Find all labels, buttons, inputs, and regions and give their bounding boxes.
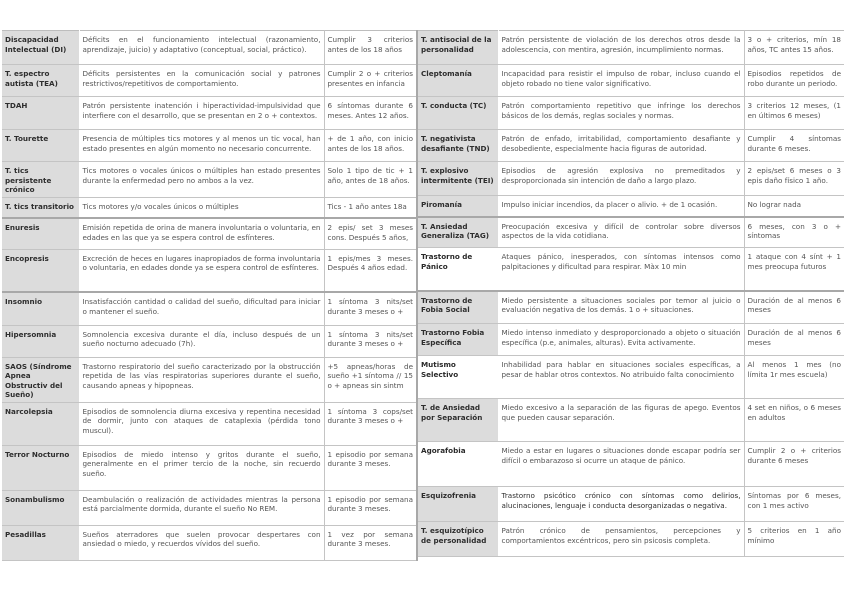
disorder-criteria: Síntomas por 6 meses, con 1 mes activo	[744, 487, 844, 522]
disorder-name: Terror Nocturno	[2, 445, 79, 490]
disorder-name: Insomnio	[2, 292, 79, 325]
disorder-name: Agorafobia	[418, 442, 498, 487]
table-row	[2, 31, 417, 65]
table-row	[2, 525, 417, 560]
table-row	[418, 31, 844, 65]
disorder-name: T. explosivo intermitente (TEI)	[418, 162, 498, 196]
table-row	[418, 399, 844, 442]
disorder-name: Trastorno Fobia Específica	[418, 324, 498, 356]
disorder-criteria: 1 síntoma 3 nits/set durante 3 meses o +	[324, 292, 417, 325]
table-row	[2, 130, 417, 162]
disorder-criteria: 1 síntoma 3 nits/set durante 3 meses o +	[324, 325, 417, 357]
disorder-name: Discapacidad Intelectual (DI)	[2, 31, 79, 65]
disorder-name: Cleptomanía	[418, 65, 498, 97]
table-row	[418, 442, 844, 487]
disorder-criteria: Duración de al menos 6 meses	[744, 291, 844, 324]
disorder-name: Hipersomnia	[2, 325, 79, 357]
disorder-description: Trastorno respiratorio del sueño caracterizado por la obstrucción repetida de las vías respiratorias superiores durante el sueño, causando apneas y hipopneas.	[79, 357, 324, 402]
disorder-criteria: Solo 1 tipo de tic + 1 año, antes de 18 años.	[324, 162, 417, 198]
disorder-criteria: Cumplir 2 o + criterios presentes en infancia	[324, 65, 417, 97]
disorder-name: T. tics persistente crónico	[2, 162, 79, 198]
disorder-criteria: Tics - 1 año antes 18a	[324, 197, 417, 218]
disorder-description: Preocupación excesiva y difícil de controlar sobre diversos aspectos de la vida cotidiana.	[498, 217, 744, 248]
disorder-description: Ataques pánico, inesperados, con síntomas intensos como palpitaciones y dificultad para respirar. Màx 10 min	[498, 248, 744, 291]
disorder-name: Narcolepsia	[2, 402, 79, 445]
table-row	[418, 356, 844, 399]
table-row	[418, 65, 844, 97]
table-row	[418, 97, 844, 130]
disorder-criteria: 1 episodio por semana durante 3 meses.	[324, 445, 417, 490]
disorder-criteria: 1 episodio por semana durante 3 meses.	[324, 490, 417, 525]
disorder-criteria: Cumplir 4 síntomas durante 6 meses.	[744, 130, 844, 162]
disorder-description: Patrón crónico de pensamientos, percepciones y comportamientos excéntricos, pero sin psicosis completa.	[498, 522, 744, 557]
disorder-criteria: 1 vez por semana durante 3 meses.	[324, 525, 417, 560]
disorder-criteria: 1 epis/mes 3 meses. Después 4 años edad.	[324, 249, 417, 292]
disorder-description: Miedo a estar en lugares o situaciones donde escapar podría ser difícil o embarazoso si ocurre un ataque de pánico.	[498, 442, 744, 487]
table-row	[418, 217, 844, 248]
disorder-name: Trastorno de Fobia Social	[418, 291, 498, 324]
table-row	[2, 325, 417, 357]
disorder-criteria: +5 apneas/horas de sueño +1 síntoma // 15 o + apneas sin sintm	[324, 357, 417, 402]
table-row	[2, 249, 417, 292]
table-row	[2, 445, 417, 490]
disorder-criteria: No lograr nada	[744, 196, 844, 217]
disorder-name: Sonambulismo	[2, 490, 79, 525]
disorder-description: Patrón de enfado, irritabilidad, comportamiento desafiante y desobediente, especialmente hacia figuras de autoridad.	[498, 130, 744, 162]
disorder-description: Déficits en el funcionamiento intelectual (razonamiento, aprendizaje, juicio) y adaptativo (conceptual, social, práctico).	[79, 31, 324, 65]
disorder-description: Miedo persistente a situaciones sociales por temor al juicio o evaluación negativa de los demás. 1 o + situaciones.	[498, 291, 744, 324]
disorder-criteria: 3 o + criterios, mín 18 años, TC antes 15 años.	[744, 31, 844, 65]
table-row	[418, 522, 844, 557]
disorder-description: Somnolencia excesiva durante el día, incluso después de un sueño nocturno adecuado (7h).	[79, 325, 324, 357]
disorder-name: T. de Ansiedad por Separación	[418, 399, 498, 442]
disorder-criteria: 1 síntoma 3 cops/set durante 3 meses o +	[324, 402, 417, 445]
disorder-name: SAOS (Síndrome Apnea Obstructiv del Sueño)	[2, 357, 79, 402]
disorder-criteria: Cumplir 2 o + criterios durante 6 meses	[744, 442, 844, 487]
disorder-criteria: 6 meses, con 3 o + síntomas	[744, 217, 844, 248]
disorder-description: Patrón comportamiento repetitivo que infringe los derechos básicos de los demás, reglas sociales y normas.	[498, 97, 744, 130]
disorder-criteria: Episodios repetidos de robo durante un periodo.	[744, 65, 844, 97]
disorder-name: T. esquizotípico de personalidad	[418, 522, 498, 557]
disorder-description: Insatisfacción cantidad o calidad del sueño, dificultad para iniciar o mantener el sueño.	[79, 292, 324, 325]
table-row	[418, 248, 844, 291]
table-row	[418, 291, 844, 324]
disorder-name: T. Ansiedad Generaliza (TAG)	[418, 217, 498, 248]
disorder-criteria: 2 epis/ set 3 meses cons. Después 5 años,	[324, 218, 417, 249]
table-row	[418, 130, 844, 162]
right-table	[418, 30, 844, 557]
disorder-name: Trastorno de Pánico	[418, 248, 498, 291]
disorder-criteria: + de 1 año, con inicio antes de los 18 años.	[324, 130, 417, 162]
table-row	[2, 402, 417, 445]
disorder-description: Deambulación o realización de actividades mientras la persona está parcialmente dormida, durante el sueño No REM.	[79, 490, 324, 525]
disorder-name: T. espectro autista (TEA)	[2, 65, 79, 97]
disorder-description: Episodios de miedo intenso y gritos durante el sueño, generalmente en el primer tercio de la noche, sin recuerdo sueño.	[79, 445, 324, 490]
disorder-name: T. tics transitorio	[2, 197, 79, 218]
disorder-description: Episodios de agresión explosiva no premeditados y desproporcionada sin intención de daño a largo plazo.	[498, 162, 744, 196]
disorder-name: Mutismo Selectivo	[418, 356, 498, 399]
disorder-description: Tics motores y/o vocales únicos o múltiples	[79, 197, 324, 218]
table-row	[2, 197, 417, 218]
table-row	[2, 97, 417, 130]
disorder-description: Miedo excesivo a la separación de las figuras de apego. Eventos que pueden causar separación.	[498, 399, 744, 442]
disorder-criteria: 6 síntomas durante 6 meses. Antes 12 años.	[324, 97, 417, 130]
table-row	[418, 324, 844, 356]
disorder-description: Tics motores o vocales únicos o múltiples han estado presentes durante la enfermedad pero no ambos a la vez.	[79, 162, 324, 198]
table-row	[2, 162, 417, 198]
disorder-name: T. negativista desafiante (TND)	[418, 130, 498, 162]
disorder-criteria: 4 set en niños, o 6 meses en adultos	[744, 399, 844, 442]
table-row	[2, 65, 417, 97]
table-row	[418, 162, 844, 196]
disorder-name: T. conducta (TC)	[418, 97, 498, 130]
table-row	[2, 357, 417, 402]
disorder-description: Incapacidad para resistir el impulso de robar, incluso cuando el objeto robado no tiene valor significativo.	[498, 65, 744, 97]
disorder-criteria: 1 ataque con 4 sínt + 1 mes preocupa futuros	[744, 248, 844, 291]
disorder-description: Emisión repetida de orina de manera involuntaria o voluntaria, en edades en las que ya se espera control de esfínteres.	[79, 218, 324, 249]
disorder-name: Encopresis	[2, 249, 79, 292]
disorder-description: Trastorno psicótico crónico con síntomas como delirios, alucinaciones, lenguaje i conducta desorganizadas o negativa.	[498, 487, 744, 522]
disorder-name: Esquizofrenia	[418, 487, 498, 522]
disorder-description: Presencia de múltiples tics motores y al menos un tic vocal, han estado presentes en algún momento no necesario concurrente.	[79, 130, 324, 162]
disorder-description: Excreción de heces en lugares inapropiados de forma involuntaria o voluntaria, en edades donde ya se espera control de esfínteres.	[79, 249, 324, 292]
table-row	[2, 218, 417, 249]
disorder-description: Déficits persistentes en la comunicación social y patrones restrictivos/repetitivos de comportamiento.	[79, 65, 324, 97]
disorder-name: T. antisocial de la personalidad	[418, 31, 498, 65]
disorder-criteria: Duración de al menos 6 meses	[744, 324, 844, 356]
disorder-description: Inhabilidad para hablar en situaciones sociales específicas, a pesar de hablar otros contextos. No atribuido falta conocimiento	[498, 356, 744, 399]
disorder-criteria: 2 epis/set 6 meses o 3 epis daño físico 1 año.	[744, 162, 844, 196]
disorder-description: Episodios de somnolencia diurna excesiva y repentina necesidad de dormir, junto con ataques de cataplexia (pérdida tono muscul).	[79, 402, 324, 445]
disorder-description: Miedo intenso inmediato y desproporcionado a objeto o situación específica (p.e, animales, alturas). Evita activamente.	[498, 324, 744, 356]
disorder-criteria: Al menos 1 mes (no límita 1r mes escuela)	[744, 356, 844, 399]
table-row	[418, 487, 844, 522]
disorder-name: TDAH	[2, 97, 79, 130]
disorder-name: Pesadillas	[2, 525, 79, 560]
disorder-description: Sueños aterradores que suelen provocar despertares con ansiedad o miedo, y recuerdos vívidos del sueño.	[79, 525, 324, 560]
left-table	[2, 30, 418, 561]
disorder-criteria: Cumplir 3 criterios antes de los 18 años	[324, 31, 417, 65]
table-row	[2, 292, 417, 325]
disorder-description: Impulso iniciar incendios, da placer o alivio. + de 1 ocasión.	[498, 196, 744, 217]
table-row	[418, 196, 844, 217]
disorder-name: T. Tourette	[2, 130, 79, 162]
disorder-description: Patrón persistente de violación de los derechos otros desde la adolescencia, con mentira, agresión, incumplimiento normas.	[498, 31, 744, 65]
disorder-criteria: 3 criterios 12 meses, (1 en últimos 6 meses)	[744, 97, 844, 130]
disorder-name: Enuresis	[2, 218, 79, 249]
disorder-description: Patrón persistente inatención i hiperactividad-impulsividad que interfiere con el desarrollo, que se presentan en 2 o + contextos.	[79, 97, 324, 130]
disorder-criteria: 5 criterios en 1 año mínimo	[744, 522, 844, 557]
disorder-name: Piromanía	[418, 196, 498, 217]
table-row	[2, 490, 417, 525]
